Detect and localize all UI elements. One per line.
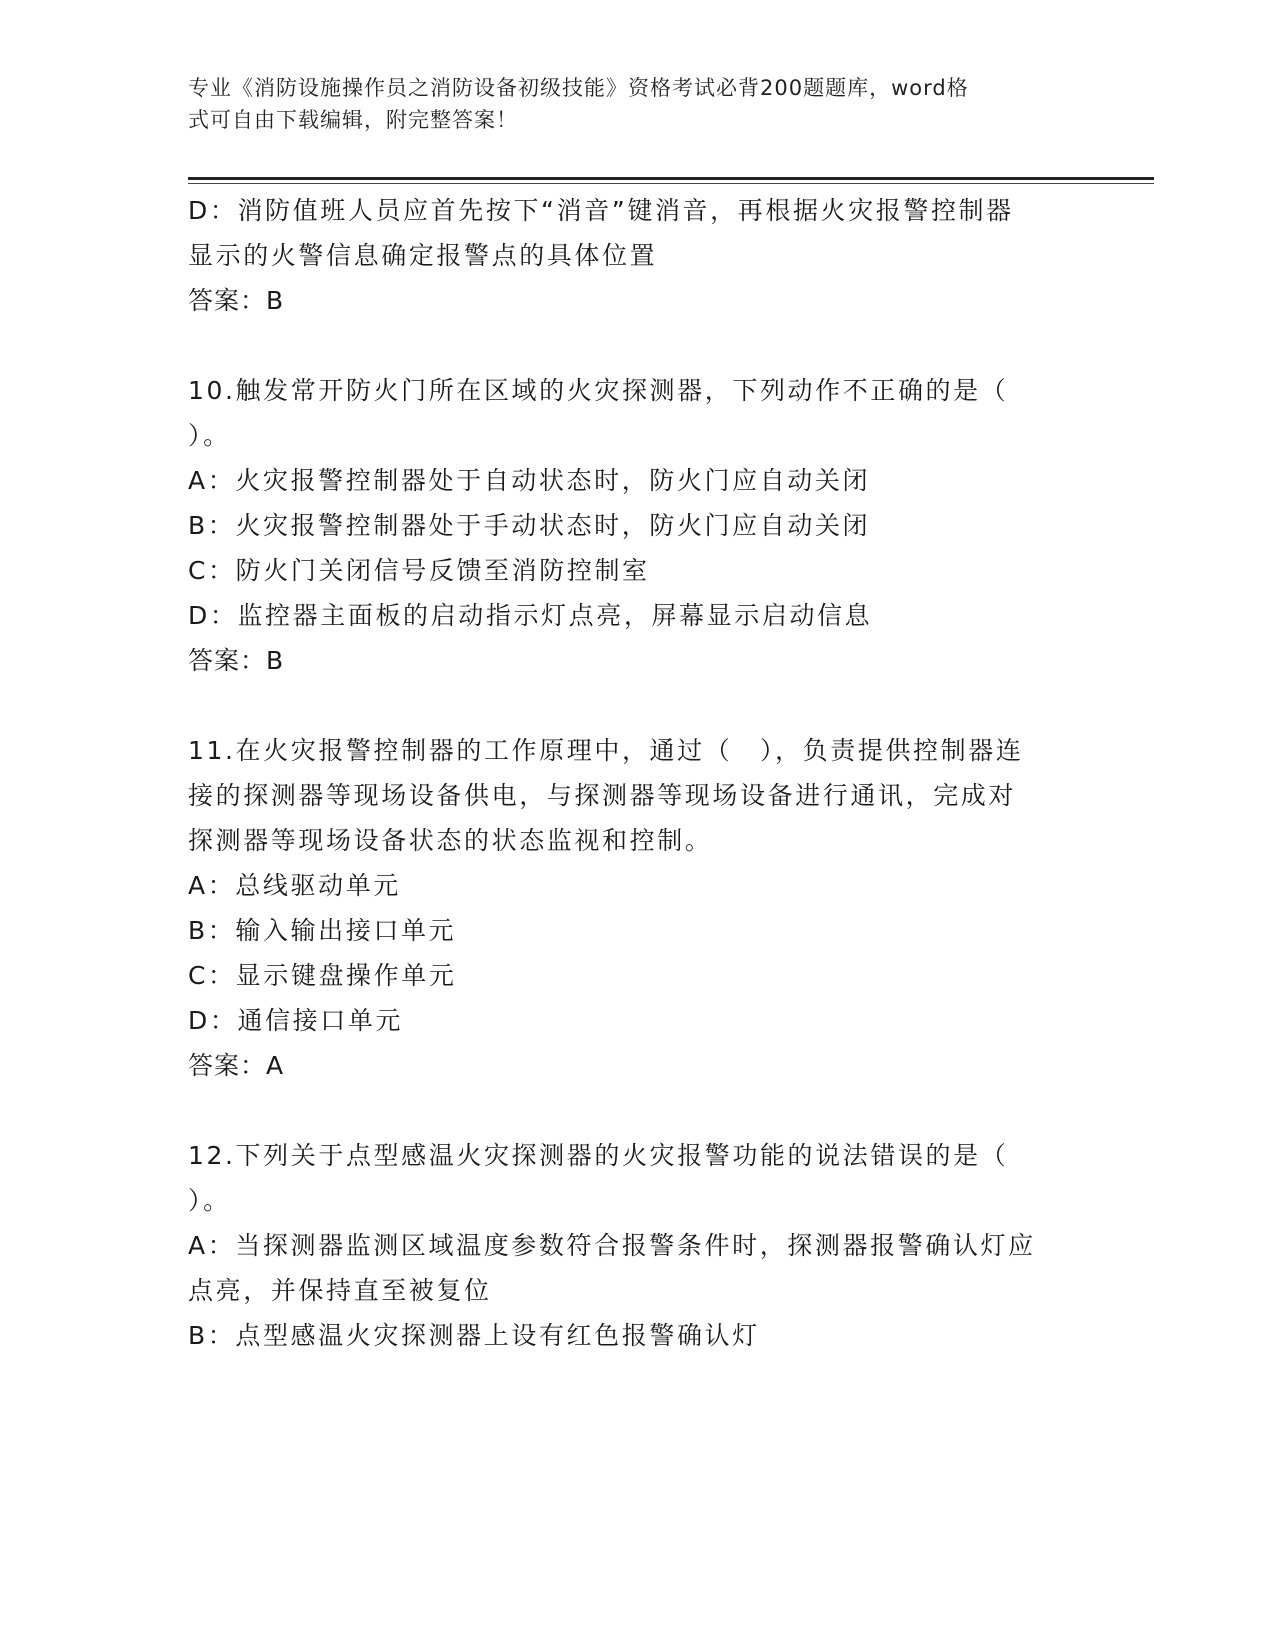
q10-answer: 答案：B bbox=[188, 646, 285, 675]
spacer bbox=[188, 1088, 1078, 1133]
q12-option-a-line-2: 点亮，并保持直至被复位 bbox=[188, 1276, 492, 1305]
q11-option-a: A：总线驱动单元 bbox=[188, 871, 401, 900]
q10-option-d: D：监控器主面板的启动指示灯点亮，屏幕显示启动信息 bbox=[188, 601, 873, 630]
question-10 bbox=[188, 368, 1078, 683]
q12-option-b: B：点型感温火灾探测器上设有红色报警确认灯 bbox=[188, 1321, 760, 1350]
prev-question-block bbox=[188, 188, 1078, 323]
q11-stem-line-2: 接的探测器等现场设备供电，与探测器等现场设备进行通讯，完成对 bbox=[188, 781, 1017, 810]
prev-option-d-line-2: 显示的火警信息确定报警点的具体位置 bbox=[188, 241, 658, 270]
prev-answer: 答案：B bbox=[188, 286, 285, 315]
question-content bbox=[188, 188, 1078, 1358]
page-header bbox=[188, 72, 1068, 136]
q10-stem-line-2: ）。 bbox=[188, 421, 231, 450]
header-rule-thick bbox=[188, 177, 1154, 180]
q10-option-b: B：火灾报警控制器处于手动状态时，防火门应自动关闭 bbox=[188, 511, 871, 540]
header-line-1: 专业《消防设施操作员之消防设备初级技能》资格考试必背200题题库，word格 bbox=[188, 76, 969, 100]
header-rule-thin bbox=[188, 183, 1154, 184]
q12-option-a-line-1: A：当探测器监测区域温度参数符合报警条件时，探测器报警确认灯应 bbox=[188, 1231, 1036, 1260]
spacer bbox=[188, 323, 1078, 368]
q11-option-b: B：输入输出接口单元 bbox=[188, 916, 457, 945]
q11-answer: 答案：A bbox=[188, 1051, 285, 1080]
q10-option-a: A：火灾报警控制器处于自动状态时，防火门应自动关闭 bbox=[188, 466, 871, 495]
q12-stem-line-2: ）。 bbox=[188, 1186, 231, 1215]
q10-option-c: C：防火门关闭信号反馈至消防控制室 bbox=[188, 556, 650, 585]
q10-stem-line-1: 10.触发常开防火门所在区域的火灾探测器，下列动作不正确的是（ bbox=[188, 376, 1009, 405]
q11-option-c: C：显示键盘操作单元 bbox=[188, 961, 457, 990]
q12-stem-line-1: 12.下列关于点型感温火灾探测器的火灾报警功能的说法错误的是（ bbox=[188, 1141, 1009, 1170]
q11-option-d: D：通信接口单元 bbox=[188, 1006, 404, 1035]
header-line-2: 式可自由下载编辑，附完整答案！ bbox=[188, 108, 518, 132]
question-12 bbox=[188, 1133, 1078, 1358]
q11-stem-line-3: 探测器等现场设备状态的状态监视和控制。 bbox=[188, 826, 713, 855]
spacer bbox=[188, 683, 1078, 728]
prev-option-d-line-1: D：消防值班人员应首先按下“消音”键消音，再根据火灾报警控制器 bbox=[188, 196, 1014, 225]
question-11 bbox=[188, 728, 1078, 1088]
q11-stem-line-1: 11.在火灾报警控制器的工作原理中，通过（ ），负责提供控制器连 bbox=[188, 736, 1024, 765]
